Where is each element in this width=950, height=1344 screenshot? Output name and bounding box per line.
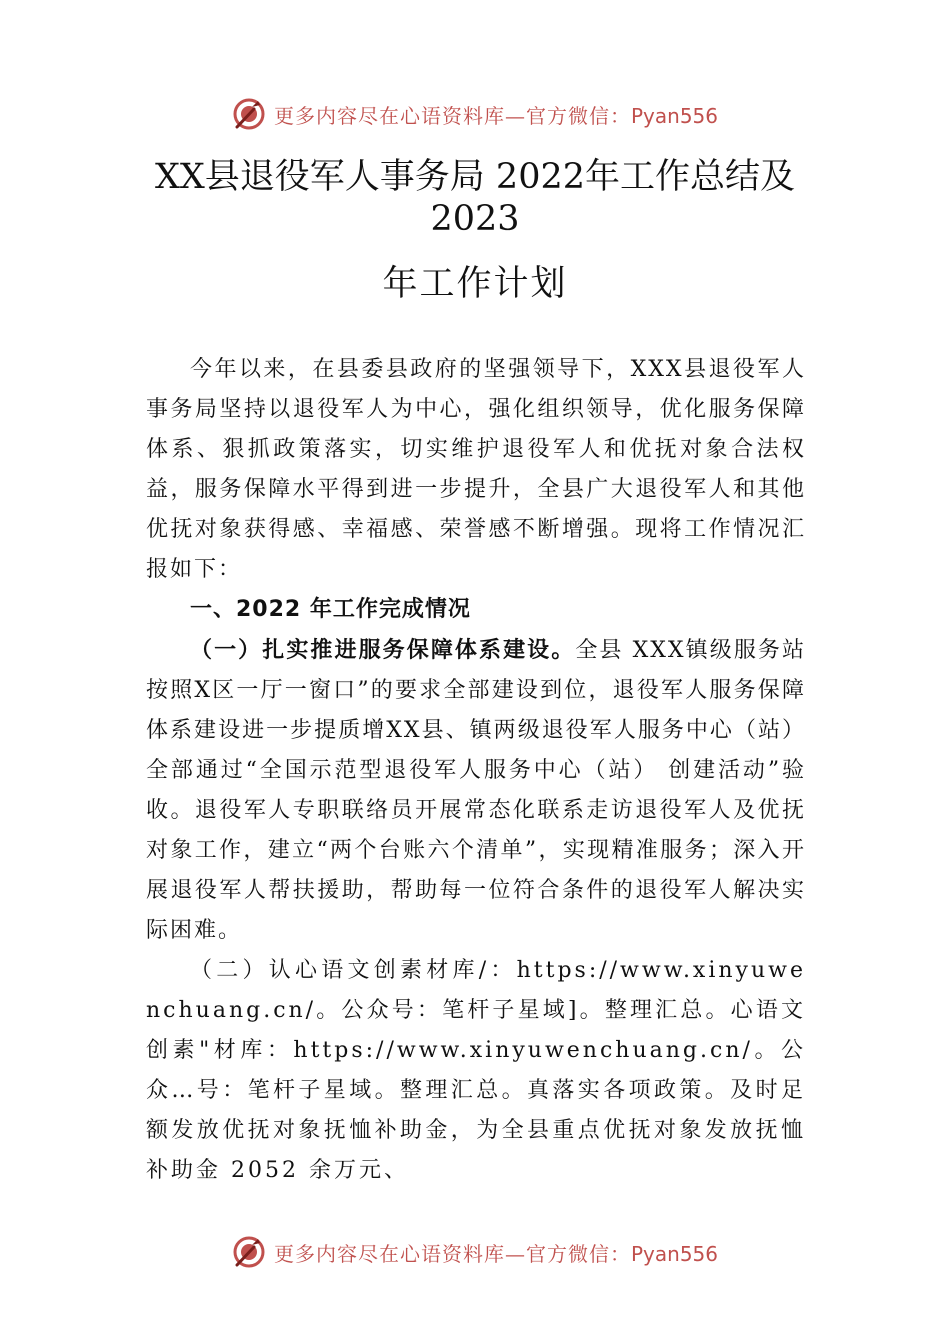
- seal-logo-icon: [232, 1235, 266, 1269]
- document-body: [146, 350, 806, 1191]
- section-1-lead: （一）扎实推进服务保障体系建设。: [190, 637, 576, 663]
- document-title-line1: XX县退役军人事务局 2022年工作总结及: [154, 157, 796, 197]
- intro-paragraph: 今年以来，在县委县政府的坚强领导下，XXX县退役军人事务局坚持以退役军人为中心，强化组织领导，优化服务保障体系、狠抓政策落实，切实维护退役军人和优抚对象合法权益，服务保障水平得到进一步提升，全县广大退役军人和其他优抚对象获得感、幸福感、荣誉感不断增强。现将工作情况汇报如下：: [146, 357, 806, 582]
- section-heading-1: 一、2022 年工作完成情况: [190, 597, 471, 622]
- watermark-banner-bottom: [0, 1232, 950, 1272]
- document-title-line3: 年工作计划: [382, 264, 568, 304]
- watermark-banner-top: [0, 94, 950, 134]
- watermark-text: 更多内容尽在心语资料库—官方微信：Pyan556: [273, 1241, 718, 1266]
- section-2-paragraph: （二）认心语文创素材库/：https://www.xinyuwenchuang.cn/。公众号：笔杆子星域]。整理汇总。心语文创素"材库：https://www.xinyuwenchuang.cn/。公众…号：笔杆子星域。整理汇总。真落实各项政策。及时足额发放优抚对象抚恤补助金，为全县重点优抚对象发放抚恤补助金 2052 余万元、: [146, 958, 806, 1183]
- section-1-body: 全县 XXX镇级服务站按照X区一厅一窗口”的要求全部建设到位，退役军人服务保障体系建设进一步提质增XX县、镇两级退役军人服务中心（站）全部通过“全国示范型退役军人服务中心（站） 创建活动”验收。退役军人专职联络员开展常态化联系走访退役军人及优抚对象工作，建立“两个台账六个清单”，实现精准服务；深入开展退役军人帮扶援助，帮助每一位符合条件的退役军人解决实际困难。: [146, 638, 806, 943]
- document-title-line2: 2023: [430, 199, 520, 239]
- seal-logo-icon: [232, 97, 266, 131]
- section-1-paragraph: [146, 630, 806, 951]
- watermark-text: 更多内容尽在心语资料库—官方微信：Pyan556: [273, 103, 718, 128]
